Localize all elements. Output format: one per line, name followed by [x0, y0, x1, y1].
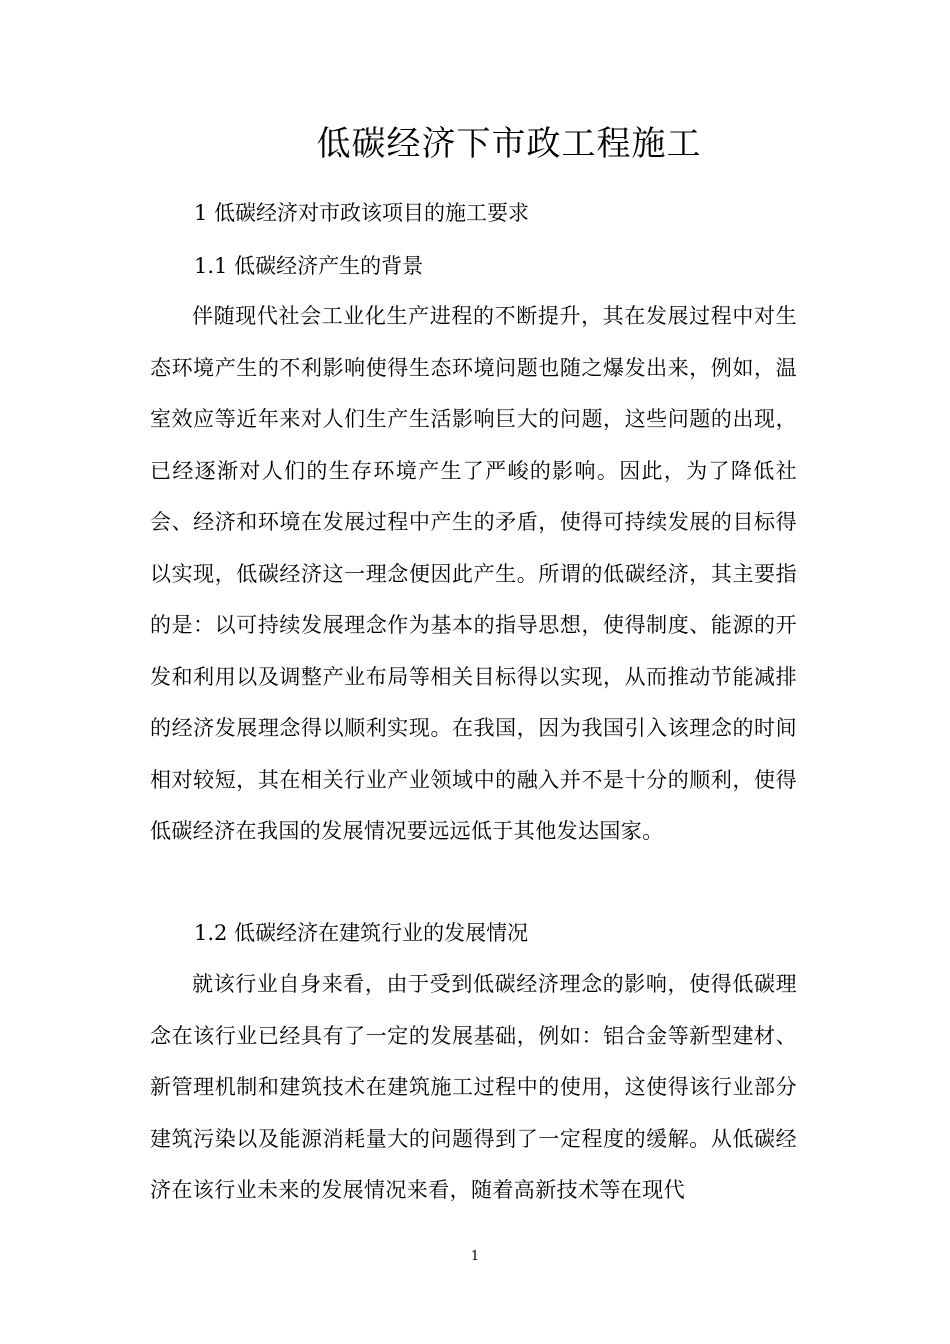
section-heading-1-2: [194, 918, 528, 948]
section-number: 1: [194, 201, 208, 225]
section-heading-text: 低碳经济产生的背景: [234, 254, 424, 278]
section-heading-text: 低碳经济在建筑行业的发展情况: [234, 921, 529, 945]
section-heading-1: [194, 198, 529, 228]
body-paragraph-1: 伴随现代社会工业化生产进程的不断提升，其在发展过程中对生态环境产生的不利影响使得生态环境问题也随之爆发出来，例如，温室效应等近年来对人们生产生活影响巨大的问题，这些问题的出现，已经逐渐对人们的生存环境产生了严峻的影响。因此，为了降低社会、经济和环境在发展过程中产生的矛盾，使得可持续发展的目标得以实现，低碳经济这一理念便因此产生。所谓的低碳经济，其主要指的是：以可持续发展理念作为基本的指导思想，使得制度、能源的开发和利用以及调整产业布局等相关目标得以实现，从而推动节能减排的经济发展理念得以顺利实现。在我国，因为我国引入该理念的时间相对较短，其在相关行业产业领域中的融入并不是十分的顺利，使得低碳经济在我国的发展情况要远远低于其他发达国家。: [150, 304, 797, 843]
body-paragraph-2: 就该行业自身来看，由于受到低碳经济理念的影响，使得低碳理念在该行业已经具有了一定的发展基础，例如：铝合金等新型建材、新管理机制和建筑技术在建筑施工过程中的使用，这使得该行业部分建筑污染以及能源消耗量大的问题得到了一定程度的缓解。从低碳经济在该行业未来的发展情况来看，随着高新技术等在现代: [150, 972, 797, 1202]
document-title: 低碳经济下市政工程施工: [316, 124, 702, 164]
section-heading-1-1: [194, 251, 423, 281]
section-number: 1.2: [194, 921, 228, 945]
section-number: 1.1: [194, 254, 228, 278]
section-heading-text: 低碳经济对市政该项目的施工要求: [214, 201, 530, 225]
page-number: 1: [470, 1249, 480, 1264]
